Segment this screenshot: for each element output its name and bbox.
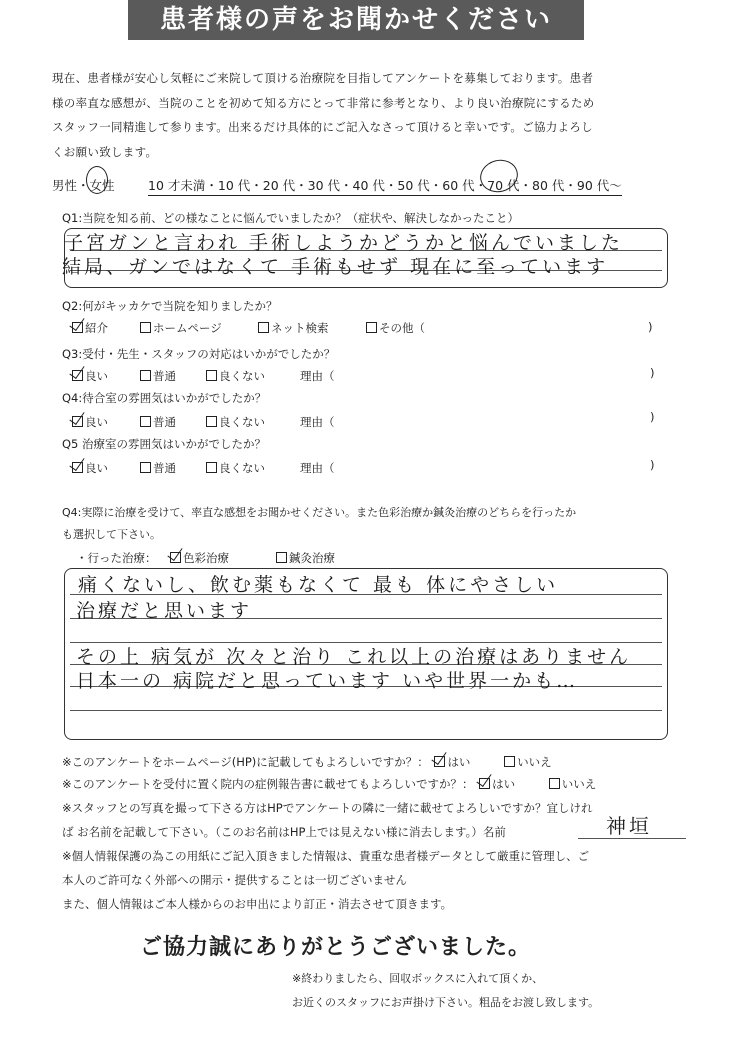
q2-option-homepage[interactable] <box>140 320 222 336</box>
thanks-message: ご協力誠にありがとうございました。 <box>140 934 532 960</box>
close-paren: ) <box>650 458 655 472</box>
option-label: その他（ <box>379 321 425 335</box>
close-paren: ) <box>650 410 655 424</box>
option-label: 普通 <box>153 461 176 475</box>
option-label: 良い <box>85 461 108 475</box>
intro-line: 様の率直な感想が、当院のことを初めて知る方にとって非常に参考となり、より良い治療院にするため <box>52 95 595 110</box>
consent-report <box>62 776 596 792</box>
q5-option-good[interactable] <box>72 460 108 476</box>
option-label: 紹介 <box>85 321 108 335</box>
q6-answer-line-3: その上 病気が 次々と治り これ以上の治療はありません <box>76 646 632 668</box>
q2-option-referral[interactable] <box>72 320 108 336</box>
option-label: いいえ <box>517 755 552 769</box>
option-label: はい <box>492 777 516 791</box>
q3-option-good[interactable] <box>72 368 108 384</box>
name-input[interactable]: 神垣 <box>606 814 652 838</box>
intro-text <box>52 66 692 164</box>
photo-note-line-2: ば お名前を記載して下さい。（このお名前はHP上では見えない様に消去します。）名前 <box>62 825 506 839</box>
intro-line: スタッフ一同精進して参ります。出来るだけ具体的にご記入なさって頂けると幸いです。ご協力よろし <box>52 120 593 134</box>
footer-line-1: ※終わりましたら、回収ボックスに入れて頂くか、 <box>292 972 544 985</box>
footer-line-2: お近くのスタッフにお声掛け下さい。粗品をお渡し致します。 <box>292 996 600 1009</box>
option-label: 良い <box>85 369 108 383</box>
consent-hp <box>62 754 552 770</box>
check-mark-icon <box>69 454 84 471</box>
q6-answer-line <box>70 710 662 711</box>
treatment-option-color[interactable] <box>170 550 229 566</box>
q5-option-normal[interactable] <box>140 460 176 476</box>
option-label: 鍼灸治療 <box>289 551 335 565</box>
photo-note-line-1: ※スタッフとの写真を撮って下さる方はHPでアンケートの隣に一緒に載せてよろしいですか？宜しけれ <box>62 801 593 815</box>
gender-male-label: 男性・ <box>52 178 90 193</box>
checkbox[interactable] <box>170 552 181 563</box>
q3-reason[interactable]: 理由（ <box>300 369 335 383</box>
treatment-option-acupuncture[interactable] <box>276 550 335 566</box>
check-mark-icon <box>69 408 84 425</box>
consent-report-text: ※このアンケートを受付に置く院内の症例報告書に載せてもよろしいですか？： <box>62 777 474 791</box>
age-options[interactable]: 10 才未満・10 代・20 代・30 代・40 代・50 代・60 代・70 代・80 代・90 代～ <box>148 176 622 196</box>
privacy-line-2: 本人のご許可なく外部への開示・提供することは一切ございません <box>62 873 407 887</box>
check-mark-icon <box>69 362 84 379</box>
option-label: 良くない <box>219 415 265 429</box>
option-label: 普通 <box>153 369 176 383</box>
q3-option-normal[interactable] <box>140 368 176 384</box>
check-mark-icon <box>432 748 447 765</box>
checkbox[interactable] <box>206 370 217 381</box>
q4-option-normal[interactable] <box>140 414 176 430</box>
checkbox[interactable] <box>72 322 83 333</box>
consent-hp-text: ※このアンケートをホームページ(HP)に記載してもよろしいですか？： <box>62 755 429 769</box>
checkbox[interactable] <box>258 322 269 333</box>
q6-question-line-1: Q4:実際に治療を受けて、率直な感想をお聞かせください。また色彩治療か鍼灸治療のどちらを行ったか <box>62 506 577 519</box>
consent-report-no-checkbox[interactable] <box>549 778 560 789</box>
q6-answer-line-1: 痛くないし、飲む薬もなくて 最も 体にやさしい <box>78 574 559 596</box>
checkbox[interactable] <box>140 416 151 427</box>
consent-hp-yes-checkbox[interactable] <box>434 756 445 767</box>
q2-question: Q2:何がキッカケで当院を知りましたか？ <box>62 299 278 313</box>
q1-question: Q1:当院を知る前、どの様なことに悩んでいましたか？（症状や、解決しなかったこと） <box>62 211 520 225</box>
q4-reason[interactable]: 理由（ <box>300 415 335 429</box>
intro-line: 現在、患者様が安心し気軽にご来院して頂ける治療院を目指してアンケートを募集しております。患者 <box>52 71 594 85</box>
option-label: ネット検索 <box>271 321 329 335</box>
option-label: ホームページ <box>153 321 222 335</box>
option-label: 良い <box>85 415 108 429</box>
privacy-line-1: ※個人情報保護の為この用紙にご記入頂きました情報は、貴重な患者様データとして厳重に管理し、ご <box>62 849 590 863</box>
privacy-line-3: また、個人情報はご本人様からのお申出により訂正・消去させて頂きます。 <box>62 897 453 911</box>
q6-answer-line-2: 治療だと思います <box>76 600 253 622</box>
q5-reason[interactable]: 理由（ <box>300 461 335 475</box>
option-label: いいえ <box>561 777 597 791</box>
consent-report-yes-checkbox[interactable] <box>479 778 490 789</box>
check-mark-icon <box>167 544 182 561</box>
checkbox[interactable] <box>72 416 83 427</box>
q5-question: Q5 治療室の雰囲気はいかがでしたか？ <box>62 437 267 451</box>
treatment-label: ・行った治療： <box>76 551 157 565</box>
intro-line: くお願い致します。 <box>52 144 158 159</box>
option-label: 良くない <box>219 369 265 383</box>
q4-option-bad[interactable] <box>206 414 265 430</box>
q2-option-search[interactable] <box>258 320 329 336</box>
checkbox[interactable] <box>206 416 217 427</box>
gender-female-option[interactable]: 女性 <box>89 178 115 193</box>
gender-selection-circle <box>86 166 108 194</box>
q4-option-good[interactable] <box>72 414 108 430</box>
option-label: 良くない <box>219 461 265 475</box>
consent-hp-no-checkbox[interactable] <box>504 756 515 767</box>
checkbox[interactable] <box>140 370 151 381</box>
close-paren: ) <box>648 320 653 334</box>
checkbox[interactable] <box>140 322 151 333</box>
option-label: 色彩治療 <box>183 551 229 565</box>
checkbox[interactable] <box>72 370 83 381</box>
option-label: 普通 <box>153 415 176 429</box>
checkbox[interactable] <box>206 462 217 473</box>
option-label: はい <box>447 755 471 769</box>
checkbox[interactable] <box>140 462 151 473</box>
q5-option-bad[interactable] <box>206 460 265 476</box>
check-mark-icon <box>477 770 492 787</box>
q4-question: Q4:待合室の雰囲気はいかがでしたか？ <box>62 391 267 405</box>
page-title: 患者様の声をお聞かせください <box>128 0 584 40</box>
checkbox[interactable] <box>72 462 83 473</box>
checkbox[interactable] <box>276 552 287 563</box>
checkbox[interactable] <box>366 322 377 333</box>
q1-answer-line-2: 結局、ガンではなくて 手術もせず 現在に至っています <box>62 256 609 278</box>
close-paren: ) <box>650 366 655 380</box>
q3-option-bad[interactable] <box>206 368 265 384</box>
q6-question-line-2: も選択して下さい。 <box>62 528 161 541</box>
check-mark-icon <box>69 314 84 331</box>
q3-question: Q3:受付・先生・スタッフの対応はいかがでしたか？ <box>62 347 336 361</box>
q2-option-other[interactable] <box>366 320 425 336</box>
q6-answer-line-4: 日本一の 病院だと思っています いや世界一かも… <box>76 670 579 692</box>
q1-answer-line-1: 子宮ガンと言われ 手術しようかどうかと悩んでいました <box>64 232 624 254</box>
